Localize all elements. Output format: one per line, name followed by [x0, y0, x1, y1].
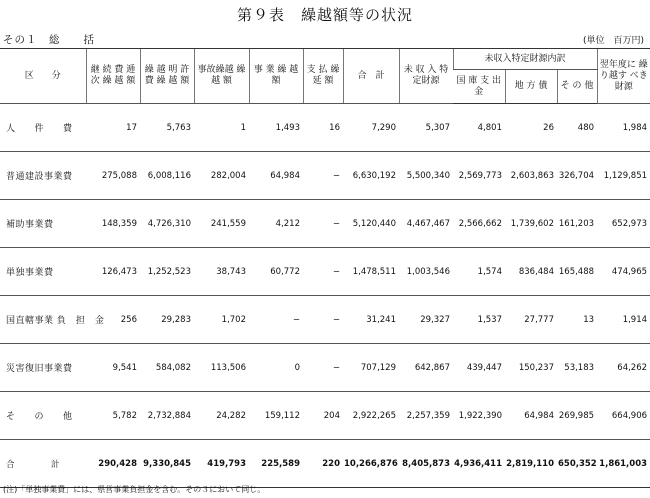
table-cell: 1: [194, 104, 249, 152]
table-cell: −: [303, 296, 343, 344]
row-label: 災害復旧事業費: [0, 344, 86, 392]
table-cell: 9,330,845: [140, 440, 194, 488]
table-cell: 9,541: [86, 344, 140, 392]
table-cell: 29,283: [140, 296, 194, 344]
row-label: 国直轄事業 負 担 金: [0, 296, 86, 344]
table-cell: 8,405,873: [399, 440, 453, 488]
table-cell: 1,478,511: [343, 248, 399, 296]
table-cell: 5,763: [140, 104, 194, 152]
unit-label: (単位 百万円): [582, 36, 644, 46]
header-national-treasury: 国 庫 支 出 金: [453, 70, 505, 104]
table-cell: 290,428: [86, 440, 140, 488]
table-cell: 6,008,116: [140, 152, 194, 200]
row-label: 人 件 費: [0, 104, 86, 152]
header-explicit-carryover: 繰 越 明 許 費 繰 越 額: [140, 49, 194, 104]
header-local-bonds: 地 方 債: [505, 70, 557, 104]
row-label: 普通建設事業費: [0, 152, 86, 200]
table-cell: 1,922,390: [453, 392, 505, 440]
table-cell: 148,359: [86, 200, 140, 248]
table-cell: 241,559: [194, 200, 249, 248]
table-cell: 664,906: [597, 392, 650, 440]
table-cell: 326,704: [557, 152, 597, 200]
table-cell: −: [303, 200, 343, 248]
table-row: [0, 152, 650, 200]
table-cell: 439,447: [453, 344, 505, 392]
table-cell: 1,739,602: [505, 200, 557, 248]
table-cell: 5,500,340: [399, 152, 453, 200]
table-cell: −: [249, 296, 303, 344]
table-cell: 24,282: [194, 392, 249, 440]
table-cell: 1,984: [597, 104, 650, 152]
table-cell: 150,237: [505, 344, 557, 392]
table-cell: 29,327: [399, 296, 453, 344]
table-cell: 1,493: [249, 104, 303, 152]
table-cell: 204: [303, 392, 343, 440]
table-cell: 113,506: [194, 344, 249, 392]
page-title: 第９表 繰越額等の状況: [236, 6, 413, 24]
table-cell: 161,203: [557, 200, 597, 248]
table-cell: 5,782: [86, 392, 140, 440]
table-cell: 419,793: [194, 440, 249, 488]
table-cell: 282,004: [194, 152, 249, 200]
table-row: [0, 392, 650, 440]
table-cell: 1,914: [597, 296, 650, 344]
table-cell: 64,984: [505, 392, 557, 440]
table-cell: 64,262: [597, 344, 650, 392]
table-cell: 2,922,265: [343, 392, 399, 440]
row-label: そ の 他: [0, 392, 86, 440]
table-cell: 26: [505, 104, 557, 152]
table-cell: 650,352: [557, 440, 597, 488]
table-cell: 836,484: [505, 248, 557, 296]
carryover-table: [0, 48, 650, 488]
header-unreceived: 未 収 入 特定財源: [399, 49, 453, 104]
table-row: [0, 296, 650, 344]
header-continuing-expense: 継 続 費 逓 次 繰 越 額: [86, 49, 140, 104]
table-cell: 474,965: [597, 248, 650, 296]
header-other: そ の 他: [557, 70, 597, 104]
table-cell: 584,082: [140, 344, 194, 392]
table-cell: 652,973: [597, 200, 650, 248]
table-cell: 4,212: [249, 200, 303, 248]
table-row: [0, 104, 650, 152]
row-label: 合 計: [0, 440, 86, 488]
table-cell: 10,266,876: [343, 440, 399, 488]
table-cell: 64,984: [249, 152, 303, 200]
table-cell: 126,473: [86, 248, 140, 296]
table-cell: 2,603,863: [505, 152, 557, 200]
table-cell: 642,867: [399, 344, 453, 392]
table-cell: 13: [557, 296, 597, 344]
table-cell: 1,574: [453, 248, 505, 296]
table-cell: 2,819,110: [505, 440, 557, 488]
table-cell: −: [303, 344, 343, 392]
table-cell: 6,630,192: [343, 152, 399, 200]
table-cell: 4,726,310: [140, 200, 194, 248]
table-cell: 1,702: [194, 296, 249, 344]
table-cell: 256: [86, 296, 140, 344]
table-cell: 31,241: [343, 296, 399, 344]
table-cell: 5,307: [399, 104, 453, 152]
table-cell: 7,290: [343, 104, 399, 152]
table-cell: 5,120,440: [343, 200, 399, 248]
table-cell: 707,129: [343, 344, 399, 392]
table-cell: 165,488: [557, 248, 597, 296]
row-label: 補助事業費: [0, 200, 86, 248]
table-row: [0, 200, 650, 248]
table-cell: 2,732,884: [140, 392, 194, 440]
table-cell: 159,112: [249, 392, 303, 440]
header-accident-carryover: 事故繰越 繰 越 額: [194, 49, 249, 104]
table-cell: 480: [557, 104, 597, 152]
table-cell: 1,003,546: [399, 248, 453, 296]
header-next-year: 翌年度に 繰り越す べき財源: [597, 49, 650, 104]
table-cell: 2,566,662: [453, 200, 505, 248]
table-cell: 38,743: [194, 248, 249, 296]
header-breakdown: 未収入特定財源内訳: [453, 49, 597, 70]
table-cell: 269,985: [557, 392, 597, 440]
table-cell: 1,129,851: [597, 152, 650, 200]
table-cell: 4,801: [453, 104, 505, 152]
table-row: [0, 248, 650, 296]
header-total: 合 計: [343, 49, 399, 104]
table-cell: 4,467,467: [399, 200, 453, 248]
header-category: 区 分: [0, 49, 86, 104]
table-cell: 27,777: [505, 296, 557, 344]
table-cell: 16: [303, 104, 343, 152]
table-row: [0, 440, 650, 488]
table-cell: 1,252,523: [140, 248, 194, 296]
table-cell: 225,589: [249, 440, 303, 488]
section-subtitle: その１ 総 括: [3, 34, 95, 46]
table-cell: 0: [249, 344, 303, 392]
table-cell: 1,861,003: [597, 440, 650, 488]
table-cell: 275,088: [86, 152, 140, 200]
table-cell: 60,772: [249, 248, 303, 296]
row-label: 単独事業費: [0, 248, 86, 296]
table-row: [0, 344, 650, 392]
table-cell: 1,537: [453, 296, 505, 344]
table-cell: −: [303, 248, 343, 296]
table-cell: 17: [86, 104, 140, 152]
footnote: (注)「単独事業費」には、県営事業負担金を含む。その３において同じ。: [3, 485, 266, 494]
header-project-carryover: 事 業 繰 越 額: [249, 49, 303, 104]
table-cell: 4,936,411: [453, 440, 505, 488]
table-cell: 2,257,359: [399, 392, 453, 440]
table-cell: 2,569,773: [453, 152, 505, 200]
header-payment-deferral: 支 払 繰 延 額: [303, 49, 343, 104]
table-cell: 53,183: [557, 344, 597, 392]
table-cell: −: [303, 152, 343, 200]
table-cell: 220: [303, 440, 343, 488]
